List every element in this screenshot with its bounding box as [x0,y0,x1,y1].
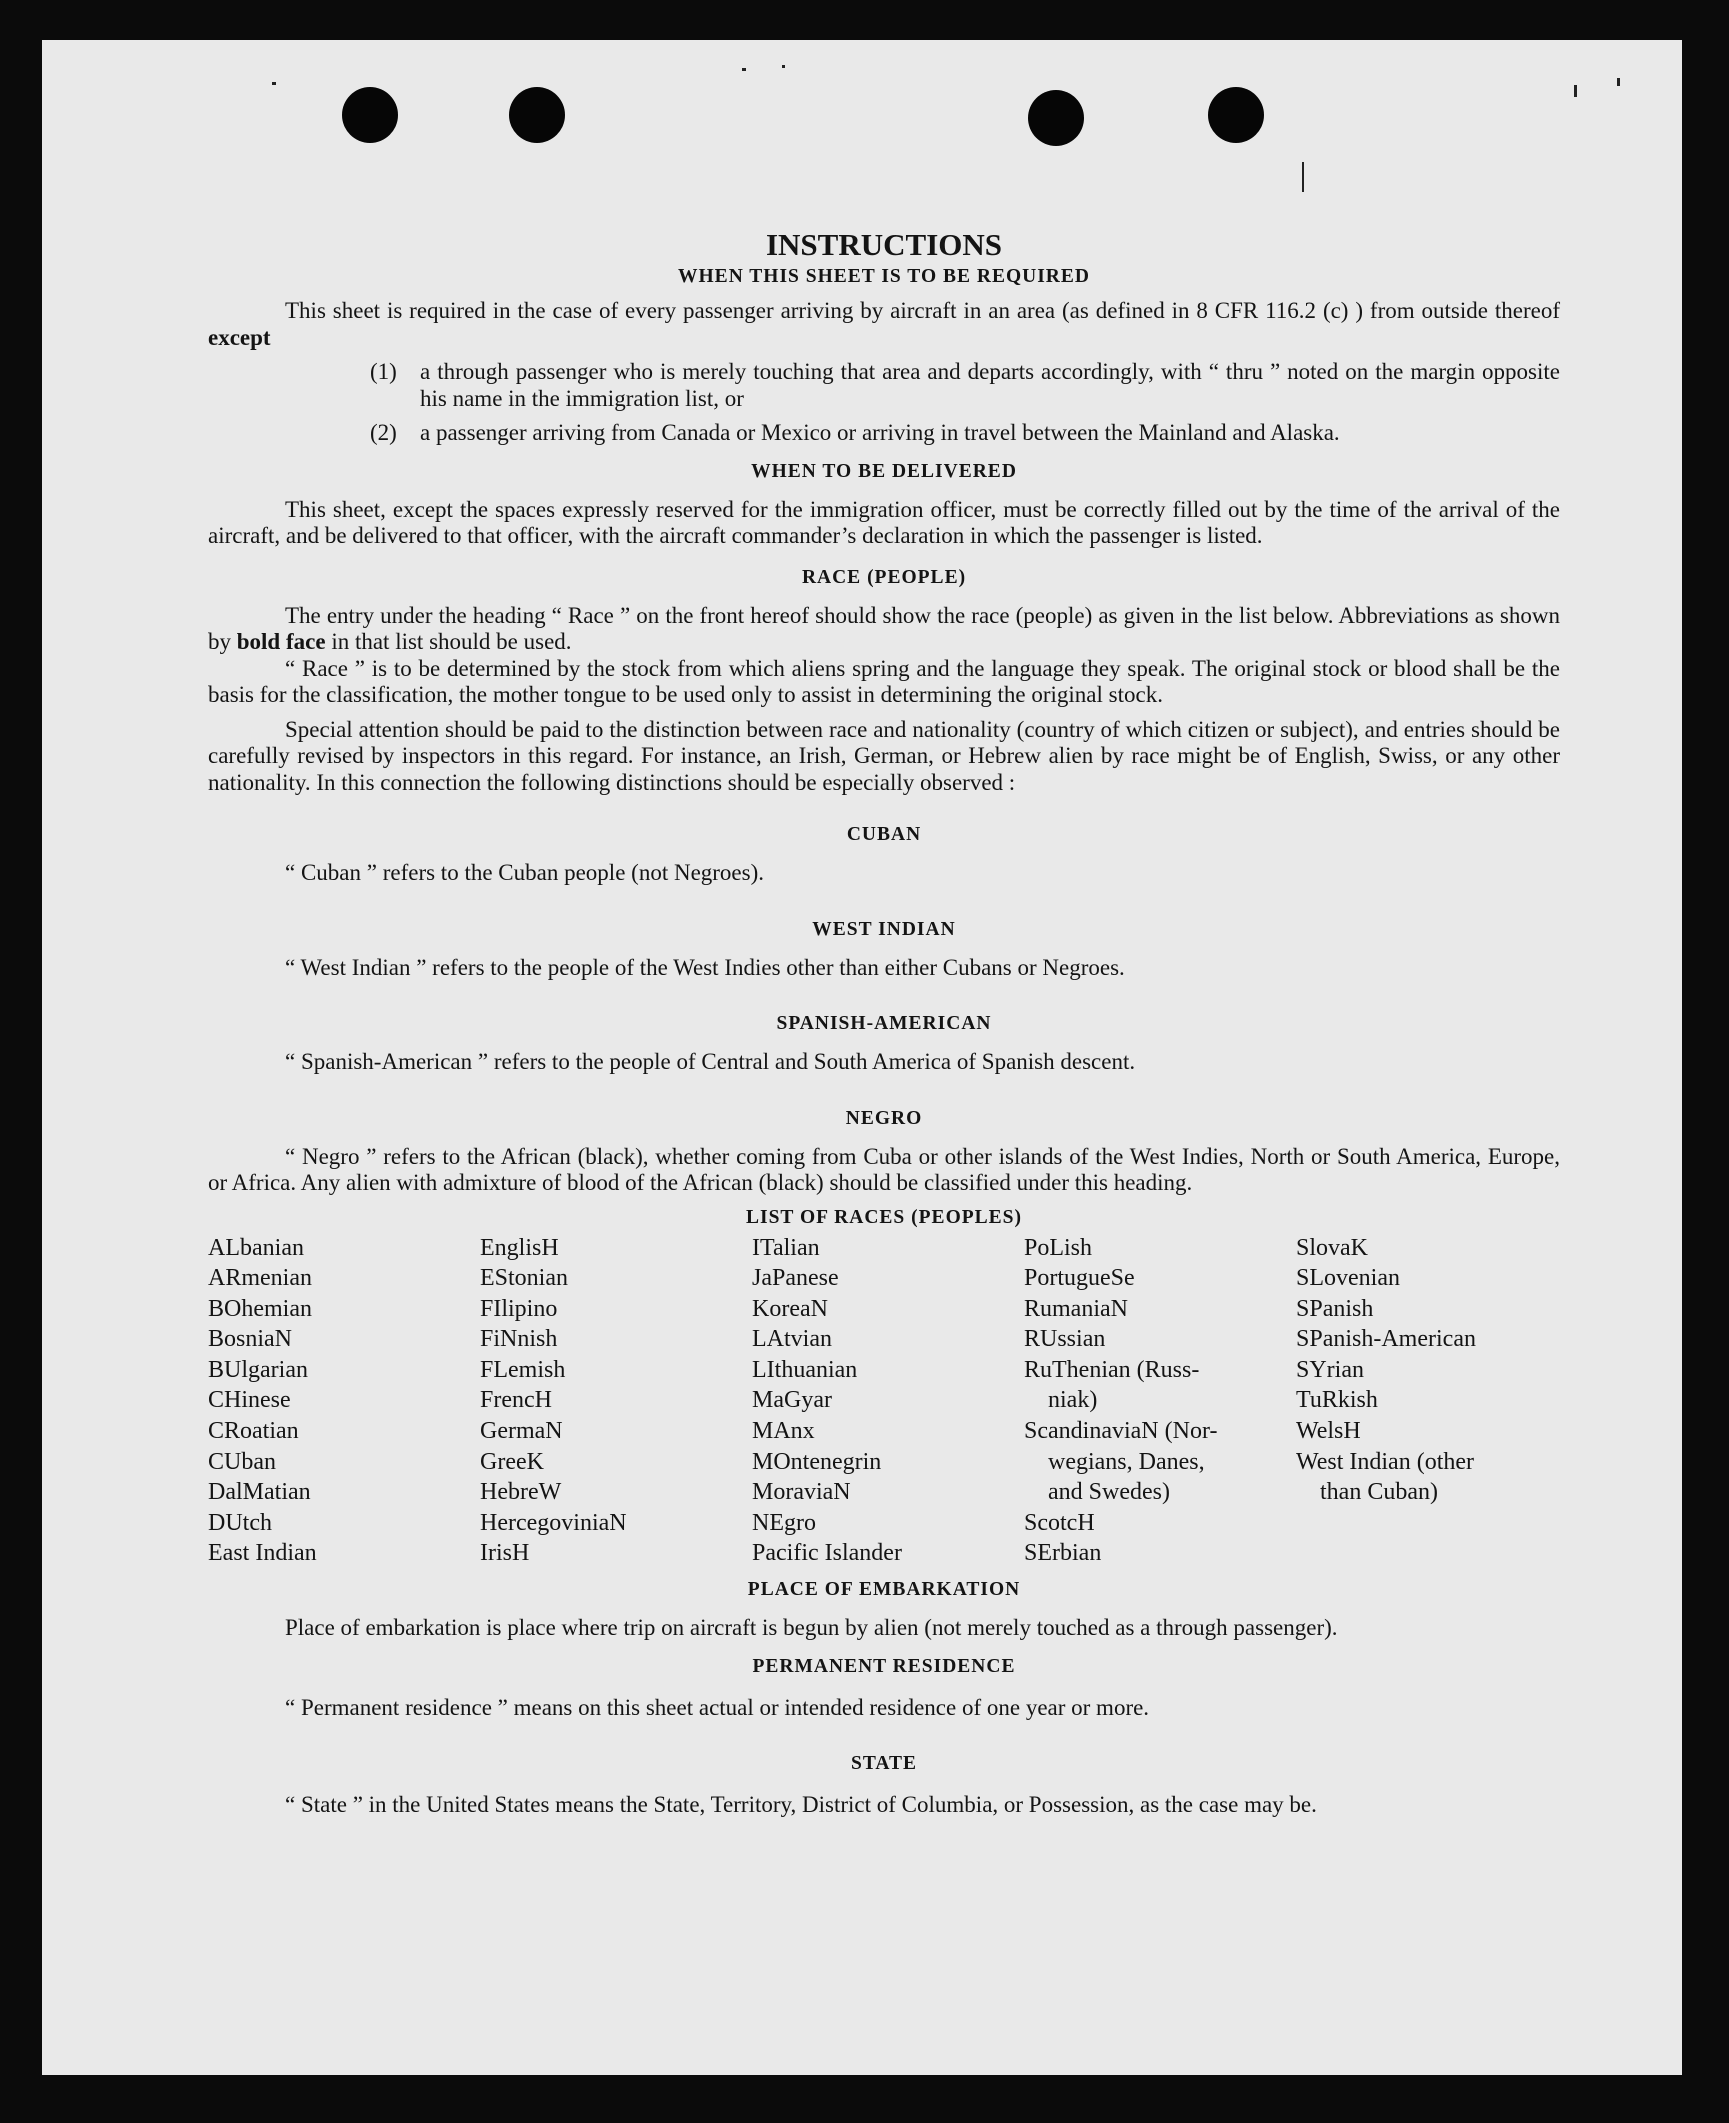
embarkation-text: Place of embarkation is place where trip on aircraft is begun by alien (not merely touched as a through passenger). [285,1615,1338,1641]
cuban-text: “ Cuban ” refers to the Cuban people (not Negroes). [285,860,765,885]
race-paragraph-1 [208,603,1560,656]
required-intro-except: except [208,324,271,350]
race-entry: East Indian [208,1540,317,1567]
punch-hole [1028,90,1084,146]
race-entry: SLovenian [1296,1265,1400,1292]
race-entry: MAnx [752,1418,815,1445]
race-entry: SlovaK [1296,1234,1368,1261]
scan-speck [742,68,746,71]
west-indian-text: “ West Indian ” refers to the people of the West Indies other than either Cubans or Negroes. [285,954,1125,980]
race-entry: EStonian [480,1265,568,1292]
race-entry: FiNnish [480,1326,558,1353]
race-entry-continuation: than Cuban) [1320,1479,1438,1506]
race-entry: HebreW [480,1479,562,1506]
race-entry-continuation: and Swedes) [1048,1479,1170,1506]
race-p1-bold: bold face [236,629,326,654]
race-entry: BosniaN [208,1326,292,1353]
race-entry: MaGyar [752,1387,832,1414]
race-entry: CHinese [208,1387,291,1414]
races-column [1296,1233,1560,1570]
required-intro-text: This sheet is required in the case of every passenger arriving by aircraft in an area (as defined in 8 CFR 116.2 (c) ) from outside thereof [285,298,1560,323]
punch-hole [342,87,398,143]
race-entry: Pacific Islander [752,1540,902,1567]
race-entry: KoreaN [752,1295,828,1322]
race-entry: TuRkish [1296,1387,1378,1414]
race-entry: DalMatian [208,1479,311,1506]
state-text: “ State ” in the United States means the State, Territory, District of Columbia, or Possession, as the case may be. [285,1792,1317,1818]
race-entry: EnglisH [480,1234,559,1261]
race-entry: PortugueSe [1024,1265,1135,1292]
residence-text: “ Permanent residence ” means on this sheet actual or intended residence of one year or more. [285,1694,1150,1720]
exception-item-1 [208,359,1560,412]
race-entry: SYrian [1296,1356,1364,1383]
race-entry: ITalian [752,1234,820,1261]
heading-list-of-races: LIST OF RACES (PEOPLES) [745,1206,1022,1228]
race-entry: SPanish-American [1296,1326,1476,1353]
races-column [208,1233,480,1570]
race-entry: NEgro [752,1509,816,1536]
race-entry: GermaN [480,1418,563,1445]
race-entry-continuation: niak) [1048,1387,1098,1414]
race-entry: BUlgarian [208,1356,308,1383]
race-entry: SPanish [1296,1295,1374,1322]
heading-when-required: WHEN THIS SHEET IS TO BE REQUIRED [678,266,1090,287]
race-entry: SErbian [1024,1540,1102,1567]
race-entry: PoLish [1024,1234,1093,1261]
race-entry: MOntenegrin [752,1448,882,1475]
required-intro [208,298,1560,351]
scan-speck [1617,78,1620,86]
race-paragraph-3: Special attention should be paid to the distinction between race and nationality (country of which citizen or subject), and entries should be carefully revised by inspectors in this regard. For instance, an Irish, German, or Hebrew alien by race might be of English, Swiss, or any other nationality. In this connection the following distinctions should be especially observed : [208,716,1560,795]
page-title: INSTRUCTIONS [765,227,1002,262]
race-entry: JaPanese [752,1265,839,1292]
race-entry: FLemish [480,1356,566,1383]
races-column [480,1233,752,1570]
race-entry: LAtvian [752,1326,832,1353]
race-entry: WelsH [1296,1418,1361,1445]
race-entry: BOhemian [208,1295,312,1322]
race-p1-end: in that list should be used. [331,629,572,654]
race-entry-continuation: wegians, Danes, [1048,1448,1205,1475]
punch-hole [509,87,565,143]
race-entry: DUtch [208,1509,272,1536]
punch-hole [1208,87,1264,143]
exception-number: (1) [370,359,397,384]
race-entry: RUssian [1024,1326,1106,1353]
races-table [208,1233,1560,1570]
race-paragraph-2: “ Race ” is to be determined by the stock from which aliens spring and the language they speak. The original stock or blood shall be the basis for the classification, the mother tongue to be used only to assist in determining the original stock. [208,655,1560,707]
scan-speck [782,65,785,68]
negro-text: “ Negro ” refers to the African (black), whether coming from Cuba or other islands of the West Indies, North or South America, Europe, or Africa. Any alien with admixture of blood of the African (black) should be classified under this heading. [208,1143,1560,1195]
heading-when-delivered: WHEN TO BE DELIVERED [751,460,1017,482]
race-entry: CUban [208,1448,276,1475]
delivered-text: This sheet, except the spaces expressly reserved for the immigration officer, must be correctly filled out by the time of the arrival of the aircraft, and be delivered to that officer, with the aircraft commander’s declaration in which the passenger is listed. [208,496,1560,548]
heading-place-of-embarkation: PLACE OF EMBARKATION [747,1579,1021,1601]
exception-item-2 [208,420,1560,447]
race-entry: ScandinaviaN (Nor- [1024,1418,1218,1445]
scan-speck [272,82,276,85]
race-entry: CRoatian [208,1418,299,1445]
scan-speck [1574,85,1577,97]
heading-spanish-american: SPANISH-AMERICAN [776,1013,992,1034]
heading-cuban: CUBAN [846,824,922,845]
race-entry: West Indian (other [1296,1448,1475,1475]
race-p1-text: The entry under the heading “ Race ” on the front hereof should show the race (people) as given in the list below. Abbreviations as shown by [208,602,1560,654]
race-entry: RumaniaN [1024,1295,1128,1322]
race-entry: HercegoviniaN [480,1509,627,1536]
races-column [1024,1233,1296,1570]
race-entry: LIthuanian [752,1356,858,1383]
race-entry: FIlipino [480,1295,558,1322]
exception-text: a through passenger who is merely touching that area and departs accordingly, with “ thru ” noted on the margin opposite his name in the immigration list, or [420,359,1560,411]
race-entry: IrisH [480,1540,530,1567]
spanish-american-text: “ Spanish-American ” refers to the people of Central and South America of Spanish descent. [285,1049,1136,1074]
race-entry: FrencH [480,1387,552,1414]
race-entry: ALbanian [208,1234,304,1261]
exception-text: a passenger arriving from Canada or Mexico or arriving in travel between the Mainland and Alaska. [420,420,1340,445]
race-entry: ScotcH [1024,1509,1095,1536]
document-page [42,40,1682,2075]
heading-race: RACE (PEOPLE) [801,566,967,588]
exception-number: (2) [370,420,397,445]
race-entry: RuThenian (Russ- [1024,1356,1200,1383]
heading-state: STATE [850,1753,918,1775]
heading-permanent-residence: PERMANENT RESIDENCE [752,1655,1016,1677]
heading-west-indian: WEST INDIAN [812,918,956,940]
heading-negro: NEGRO [845,1107,923,1129]
race-entry: ARmenian [208,1265,312,1292]
race-entry: GreeK [480,1448,544,1475]
race-entry: MoraviaN [752,1479,851,1506]
races-column [752,1233,1024,1570]
instructions-body [208,186,1560,1819]
